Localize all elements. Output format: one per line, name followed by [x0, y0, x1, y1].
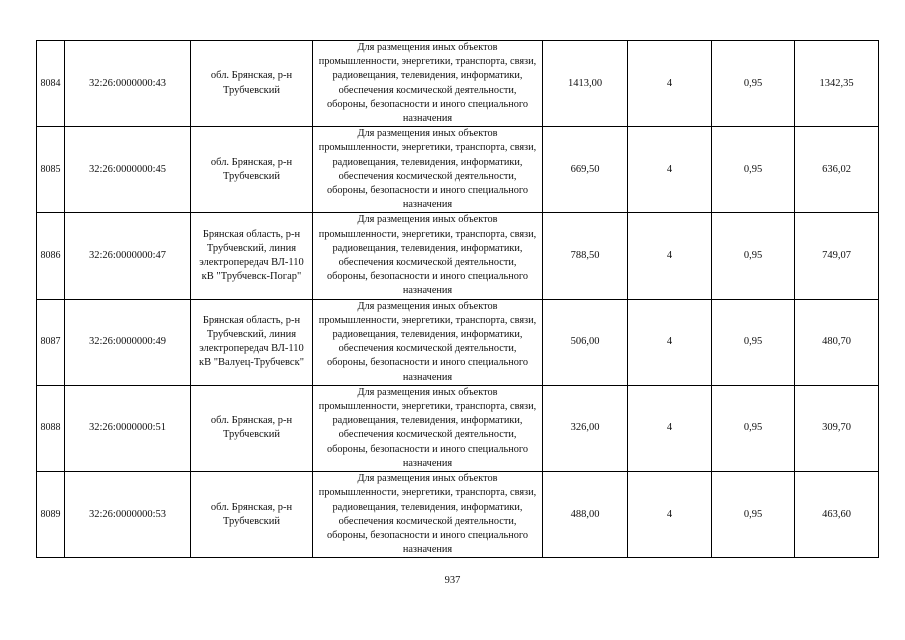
area-cell: 488,00 — [543, 472, 628, 558]
permitted-use-cell: Для размещения иных объектов промышленности, энергетики, транспорта, связи, радиовещания, телевидения, информатики, обеспечения космической деятельности, обороны, безопасности и иного специального назначения — [313, 213, 543, 299]
column-7-cell: 0,95 — [712, 213, 795, 299]
row-number-cell: 8084 — [37, 41, 65, 127]
permitted-use-cell: Для размещения иных объектов промышленности, энергетики, транспорта, связи, радиовещания, телевидения, информатики, обеспечения космической деятельности, обороны, безопасности и иного специального назначения — [313, 127, 543, 213]
table-row — [37, 299, 879, 385]
column-7-cell: 0,95 — [712, 41, 795, 127]
area-cell: 506,00 — [543, 299, 628, 385]
column-6-cell: 4 — [628, 299, 712, 385]
page-number: 937 — [444, 575, 461, 586]
land-plots-table — [36, 40, 879, 558]
row-number-cell: 8086 — [37, 213, 65, 299]
address-cell: обл. Брянская, р-н Трубчевский — [191, 41, 313, 127]
table-row — [37, 385, 879, 471]
area-cell: 669,50 — [543, 127, 628, 213]
cadastral-number-cell: 32:26:0000000:51 — [65, 385, 191, 471]
column-6-cell: 4 — [628, 41, 712, 127]
permitted-use-cell: Для размещения иных объектов промышленности, энергетики, транспорта, связи, радиовещания, телевидения, информатики, обеспечения космической деятельности, обороны, безопасности и иного специального назначения — [313, 299, 543, 385]
area-cell: 326,00 — [543, 385, 628, 471]
value-cell: 636,02 — [795, 127, 879, 213]
column-6-cell: 4 — [628, 472, 712, 558]
table-row — [37, 213, 879, 299]
value-cell: 463,60 — [795, 472, 879, 558]
cadastral-number-cell: 32:26:0000000:47 — [65, 213, 191, 299]
cadastral-number-cell: 32:26:0000000:43 — [65, 41, 191, 127]
permitted-use-cell: Для размещения иных объектов промышленности, энергетики, транспорта, связи, радиовещания, телевидения, информатики, обеспечения космической деятельности, обороны, безопасности и иного специального назначения — [313, 41, 543, 127]
column-7-cell: 0,95 — [712, 127, 795, 213]
row-number-cell: 8087 — [37, 299, 65, 385]
address-cell: Брянская область, р-н Трубчевский, линия электропередач ВЛ-110 кВ "Трубчевск-Погар" — [191, 213, 313, 299]
table-row — [37, 472, 879, 558]
column-7-cell: 0,95 — [712, 472, 795, 558]
address-cell: обл. Брянская, р-н Трубчевский — [191, 127, 313, 213]
value-cell: 309,70 — [795, 385, 879, 471]
cadastral-number-cell: 32:26:0000000:49 — [65, 299, 191, 385]
row-number-cell: 8089 — [37, 472, 65, 558]
table-row — [37, 41, 879, 127]
column-7-cell: 0,95 — [712, 299, 795, 385]
value-cell: 1342,35 — [795, 41, 879, 127]
permitted-use-cell: Для размещения иных объектов промышленности, энергетики, транспорта, связи, радиовещания, телевидения, информатики, обеспечения космической деятельности, обороны, безопасности и иного специального назначения — [313, 385, 543, 471]
table-row — [37, 127, 879, 213]
row-number-cell: 8088 — [37, 385, 65, 471]
address-cell: обл. Брянская, р-н Трубчевский — [191, 472, 313, 558]
address-cell: Брянская область, р-н Трубчевский, линия электропередач ВЛ-110 кВ "Валуец-Трубчевск" — [191, 299, 313, 385]
area-cell: 1413,00 — [543, 41, 628, 127]
column-6-cell: 4 — [628, 385, 712, 471]
table-body — [37, 41, 879, 558]
column-7-cell: 0,95 — [712, 385, 795, 471]
permitted-use-cell: Для размещения иных объектов промышленности, энергетики, транспорта, связи, радиовещания, телевидения, информатики, обеспечения космической деятельности, обороны, безопасности и иного специального назначения — [313, 472, 543, 558]
cadastral-number-cell: 32:26:0000000:45 — [65, 127, 191, 213]
area-cell: 788,50 — [543, 213, 628, 299]
cadastral-number-cell: 32:26:0000000:53 — [65, 472, 191, 558]
address-cell: обл. Брянская, р-н Трубчевский — [191, 385, 313, 471]
value-cell: 480,70 — [795, 299, 879, 385]
row-number-cell: 8085 — [37, 127, 65, 213]
column-6-cell: 4 — [628, 213, 712, 299]
value-cell: 749,07 — [795, 213, 879, 299]
column-6-cell: 4 — [628, 127, 712, 213]
